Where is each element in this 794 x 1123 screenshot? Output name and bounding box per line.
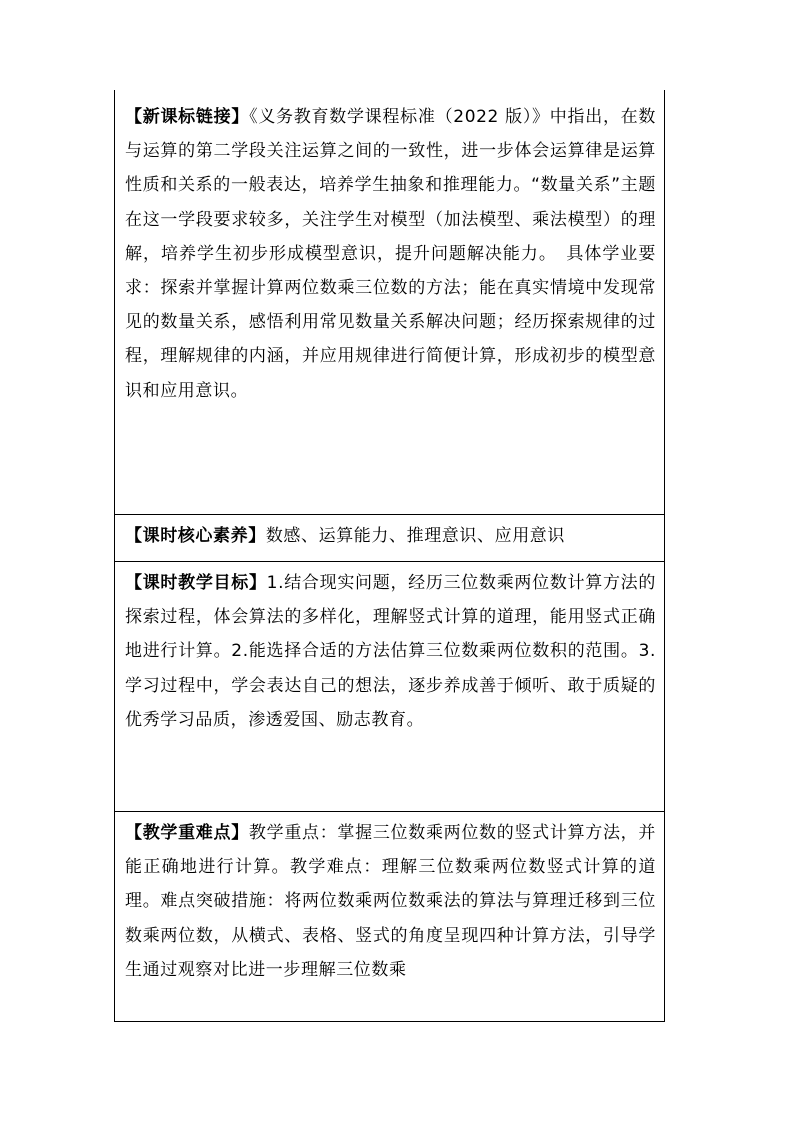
section-teaching-objectives [115, 561, 664, 811]
section-key-difficulties [115, 811, 664, 1022]
section-heading: 【新课标链接】 [125, 107, 250, 127]
section-curriculum-link-text [125, 100, 656, 408]
section-core-literacy-text [125, 519, 656, 553]
section-curriculum-link [115, 100, 664, 514]
section-core-literacy [115, 514, 664, 561]
section-heading: 【课时核心素养】 [125, 526, 266, 546]
section-teaching-objectives-text [125, 566, 656, 737]
section-heading: 【教学重难点】 [125, 823, 249, 843]
section-body: 《义务教育数学课程标准（2022 版）》中指出，在数与运算的第二学段关注运算之间的一致性，进一步体会运算律是运算性质和关系的一般表达，培养学生抽象和推理能力。“数量关系”主题在这一学段要求较多，关注学生对模型（加法模型、乘法模型）的理解，培养学生初步形成模型意识，提升问题解决能力。 具体学业要求：探索并掌握计算两位数乘三位数的方法；能在真实情境中发现常见的数量关系，感悟利用常见数量关系解决问题；经历探索规律的过程，理解规律的内涵，并应用规律进行简便计算，形成初步的模型意识和应用意识。 [125, 107, 656, 401]
lesson-plan-table [114, 90, 665, 1022]
section-body: 数感、运算能力、推理意识、应用意识 [265, 526, 566, 546]
section-body: 教学重点：掌握三位数乘两位数的竖式计算方法，并能正确地进行计算。教学难点：理解三位数乘两位数竖式计算的道理。难点突破措施：将两位数乘两位数乘法的算法与算理迁移到三位数乘两位数，从横式、表格、竖式的角度呈现四种计算方法，引导学生通过观察对比进一步理解三位数乘 [125, 823, 656, 980]
section-body: 1.结合现实问题，经历三位数乘两位数计算方法的探索过程，体会算法的多样化，理解竖式计算的道理，能用竖式正确地进行计算。2.能选择合适的方法估算三位数乘两位数积的范围。3.学习过程中，学会表达自己的想法，逐步养成善于倾听、敢于质疑的优秀学习品质，渗透爱国、励志教育。 [125, 573, 656, 730]
section-heading: 【课时教学目标】 [125, 573, 267, 593]
section-key-difficulties-text [125, 816, 656, 987]
